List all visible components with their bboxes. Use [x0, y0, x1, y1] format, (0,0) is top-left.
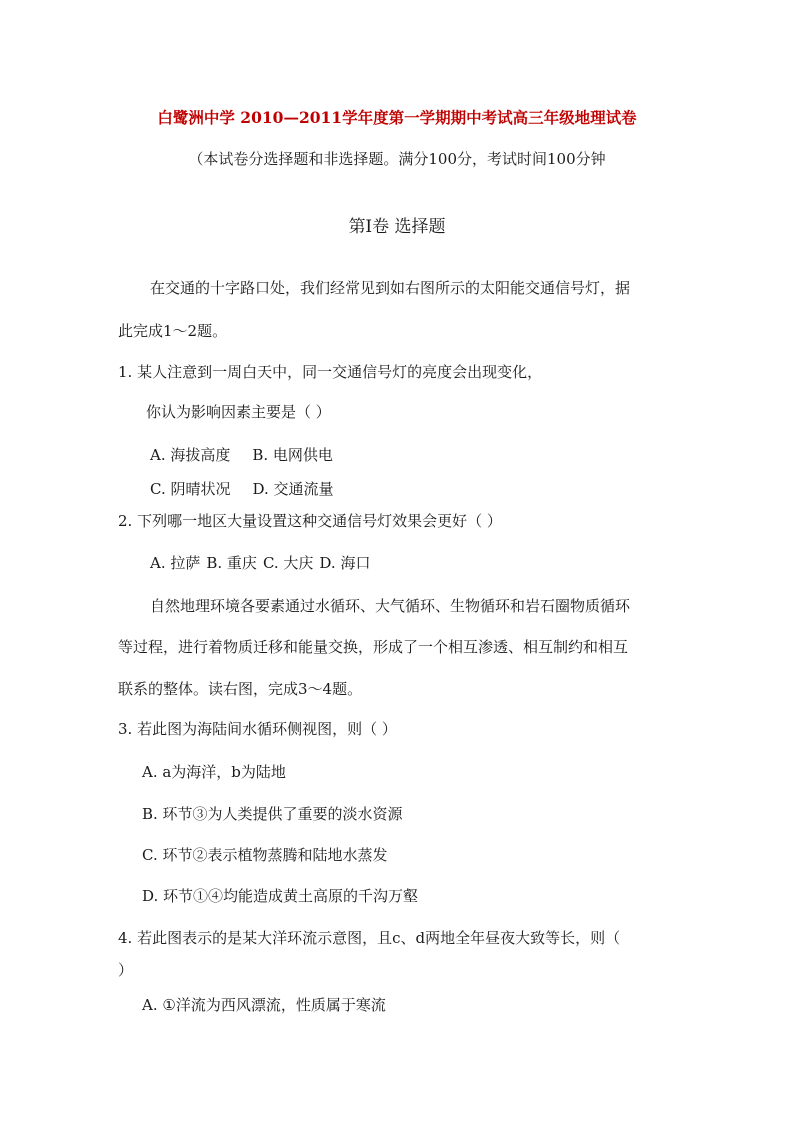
q1-options-row2 — [150, 479, 334, 499]
q1-option-d[interactable]: D. 交通流量 — [252, 480, 334, 498]
q1-stem-line1: 1. 某人注意到一周白天中，同一交通信号灯的亮度会出现变化， — [118, 363, 543, 381]
intro1-line1: 在交通的十字路口处，我们经常见到如右图所示的太阳能交通信号灯，据 — [150, 279, 631, 297]
q2-option-d[interactable]: D. 海口 — [319, 554, 371, 572]
q4-stem-line1: 4. 若此图表示的是某大洋环流示意图，且c、d两地全年昼夜大致等长，则（ — [118, 929, 621, 947]
q3-option-c[interactable]: C. 环节②表示植物蒸腾和陆地水蒸发 — [142, 846, 388, 864]
q1-option-a[interactable]: A. 海拔高度 — [150, 446, 231, 464]
q2-option-b[interactable]: B. 重庆 — [206, 554, 257, 572]
exam-title: 白鹭洲中学 2010—2011学年度第一学期期中考试高三年级地理试卷 — [157, 108, 637, 127]
q4-option-a[interactable]: A. ①洋流为西风漂流，性质属于寒流 — [142, 996, 386, 1014]
q2-stem: 2. 下列哪一地区大量设置这种交通信号灯效果会更好（ ） — [118, 512, 502, 530]
intro1-line2: 此完成1～2题。 — [118, 322, 228, 340]
q2-option-a[interactable]: A. 拉萨 — [150, 554, 201, 572]
intro2-line3: 联系的整体。读右图，完成3～4题。 — [118, 680, 363, 698]
q1-stem-line2: 你认为影响因素主要是（ ） — [146, 403, 331, 421]
q3-option-a[interactable]: A. a为海洋，b为陆地 — [142, 763, 286, 781]
exam-subtitle: （本试卷分选择题和非选择题。满分100分，考试时间100分钟 — [188, 150, 606, 168]
q2-option-c[interactable]: C. 大庆 — [262, 554, 314, 572]
q3-option-b[interactable]: B. 环节③为人类提供了重要的淡水资源 — [142, 805, 403, 823]
q3-option-d[interactable]: D. 环节①④均能造成黄土高原的千沟万壑 — [142, 887, 419, 905]
q1-option-b[interactable]: B. 电网供电 — [252, 446, 333, 464]
q1-option-c[interactable]: C. 阴晴状况 — [150, 480, 231, 498]
intro2-line2: 等过程，进行着物质迁移和能量交换，形成了一个相互渗透、相互制约和相互 — [118, 638, 629, 656]
q3-stem: 3. 若此图为海陆间水循环侧视图，则（ ） — [118, 720, 397, 738]
intro2-line1: 自然地理环境各要素通过水循环、大气循环、生物循环和岩石圈物质循环 — [150, 597, 631, 615]
q4-stem-line2: ） — [118, 961, 134, 979]
q1-options-row1 — [150, 445, 333, 465]
q2-options-row — [150, 553, 370, 573]
section-title: 第I卷 选择题 — [348, 217, 446, 237]
